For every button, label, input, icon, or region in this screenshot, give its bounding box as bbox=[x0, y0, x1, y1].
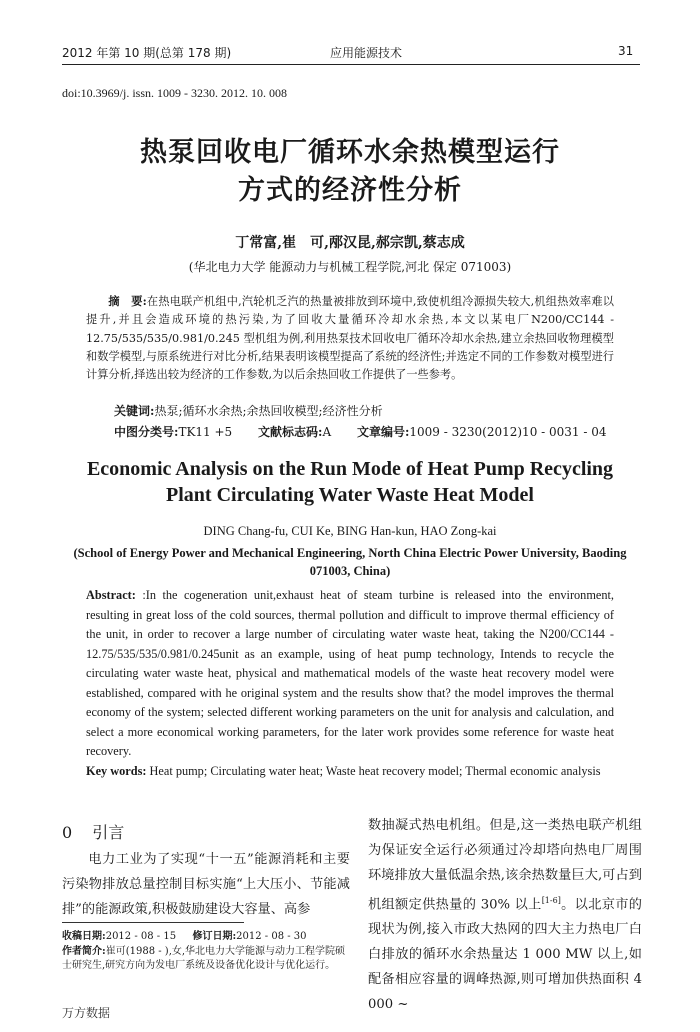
clc-label: 中图分类号: bbox=[114, 425, 179, 439]
revised-label: 修订日期: bbox=[192, 931, 237, 942]
article-no-group bbox=[357, 425, 607, 439]
section-heading bbox=[62, 820, 124, 843]
cn-authors: 丁常富,崔 可,邴汉昆,郝宗凯,蔡志成 bbox=[235, 235, 465, 251]
en-title-line2: Plant Circulating Water Waste Heat Model bbox=[166, 484, 534, 506]
header-journal: 应用能源技术 bbox=[330, 46, 403, 60]
en-keywords bbox=[86, 762, 614, 782]
body-right-text-a: 数抽凝式热电机组。但是,这一类热电联产机组为保证安全运行必须通过冷却塔向热电厂周围环境排放大量低温余热,该余热数量巨大,可占到机组额定供热量的 30% 以上 bbox=[368, 818, 642, 913]
en-abstract-label: Abstract: bbox=[86, 588, 136, 602]
clc-value: TK11 +5 bbox=[178, 425, 233, 439]
citation-ref: [1-6] bbox=[541, 896, 561, 905]
watermark: 万方数据 bbox=[62, 1006, 111, 1020]
doc-code-label: 文献标志码: bbox=[258, 425, 323, 439]
revised-date: 2012 - 08 - 30 bbox=[236, 931, 307, 942]
doc-code-group bbox=[258, 425, 331, 439]
header-page-number: 31 bbox=[618, 44, 634, 58]
cn-abstract-label: 摘 要: bbox=[108, 294, 147, 308]
body-right-text-b: 。以北京市的现状为例,接入市政大热网的四大主力热电厂白白排放的循环水余热量达 1 000 MW 以上,如配备相应容量的调峰热源,则可增加供热面积 4 000 ~ bbox=[368, 897, 642, 1013]
en-title-line1: Economic Analysis on the Run Mode of Heat Pump Recycling bbox=[86, 458, 614, 480]
article-no-label: 文章编号: bbox=[356, 425, 410, 439]
cn-keywords-text: 热泵;循环水余热;余热回收模型;经济性分析 bbox=[154, 404, 383, 418]
cn-classification bbox=[114, 423, 629, 440]
en-affiliation: (School of Energy Power and Mechanical Engineering, North China Electric Power University, Baoding 071003, China) bbox=[73, 546, 627, 578]
received-date: 2012 - 08 - 15 bbox=[105, 931, 177, 942]
article-no-value: 1009 - 3230(2012)10 - 0031 - 04 bbox=[409, 425, 607, 439]
en-authors: DING Chang-fu, CUI Ke, BING Han-kun, HAO Zong-kai bbox=[203, 524, 497, 538]
en-abstract bbox=[86, 586, 614, 762]
doi: doi:10.3969/j. issn. 1009 - 3230. 2012. 10. 008 bbox=[62, 86, 288, 100]
doc-code-value: A bbox=[322, 425, 332, 439]
cn-keywords bbox=[114, 402, 383, 419]
cn-keywords-label: 关键词: bbox=[114, 404, 155, 418]
en-keywords-text: Heat pump; Circulating water heat; Waste heat recovery model; Thermal economic analysis bbox=[149, 764, 601, 778]
footnote bbox=[62, 930, 352, 974]
en-keywords-label: Key words: bbox=[86, 764, 147, 778]
footnote-dates bbox=[62, 930, 352, 945]
header-rule bbox=[62, 64, 640, 65]
body-left-column: 电力工业为了实现“十一五”能源消耗和主要污染物排放总量控制目标实施“上大压小、节能减排”的能源政策,积极鼓励建设大容量、高参 bbox=[62, 852, 350, 917]
section-title: 引言 bbox=[92, 823, 125, 842]
clc-group bbox=[114, 425, 232, 439]
section-number: 0 bbox=[62, 823, 73, 842]
footnote-rule bbox=[62, 922, 244, 923]
en-abstract-text: :In the cogeneration unit,exhaust heat of steam turbine is released into the environment, resulting in great loss of the cold sources, thermal pollution and difficult to improve thermal efficiency of the unit, in order to recover a large number of circulating water waste heat, taking the N200/CC144 - 12.75/535/535/0.981/0.245unit as an example, using of heat pump technology, Intends to recycle the circulating water waste heat, physical and mathematical models of the waste heat recovery model were established, compared with he original system and the results show that? the model improves the thermal economy of the system; selected different working parameters on the unit for analysis and calculation, and select a more economical working parameters, for the later work provides some reference for waste heat recovery. bbox=[86, 588, 614, 758]
cn-abstract-text: 在热电联产机组中,汽轮机乏汽的热量被排放到环境中,致使机组冷源损失较大,机组热效率难以提升,并且会造成环境的热污染,为了回收大量循环冷却水余热,本文以某电厂N200/CC144 - 12.75/535/535/0.981/0.245 型机组为例,利用热泵技术回收电厂循环冷却水余热,建立余热回收物理模型和数学模型,与原系统进行对比分析,结果表明该模型提高了系统的经济性;并选定不同的工作参数对模型进行计算分析,择选出较为经济的工作参数,为以后余热回收工作提供了一些参考。 bbox=[86, 295, 614, 382]
cn-affiliation: (华北电力大学 能源动力与机械工程学院,河北 保定 071003) bbox=[188, 260, 512, 274]
bio-label: 作者简介: bbox=[62, 945, 106, 957]
received-label: 收稿日期: bbox=[62, 931, 106, 942]
body-right-column bbox=[368, 813, 642, 1017]
header-issue: 2012 年第 10 期(总第 178 期) bbox=[62, 46, 232, 60]
cn-abstract bbox=[86, 292, 614, 384]
bio-text: 崔可(1988 - ),女,华北电力大学能源与动力工程学院硕士研究生,研究方向为发电厂系统及设备优化设计与优化运行。 bbox=[62, 945, 346, 971]
cn-title-line1: 热泵回收电厂循环水余热模型运行 bbox=[140, 137, 560, 168]
footnote-bio bbox=[62, 945, 352, 974]
cn-title-line2: 方式的经济性分析 bbox=[238, 175, 462, 206]
